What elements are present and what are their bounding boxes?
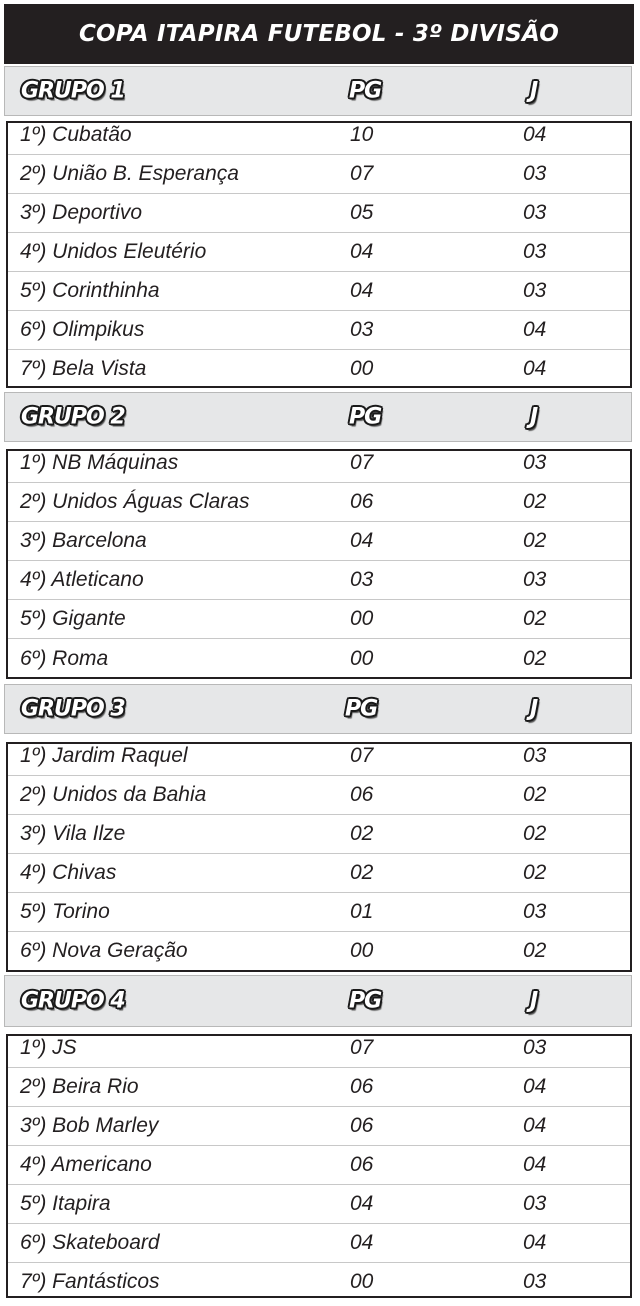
team-name: 6º) Skateboard bbox=[20, 1230, 160, 1254]
table-row bbox=[8, 599, 630, 639]
table-row bbox=[8, 232, 630, 272]
team-name: 2º) Beira Rio bbox=[20, 1074, 139, 1098]
team-name: 2º) Unidos da Bahia bbox=[20, 782, 207, 806]
group-4-header bbox=[4, 975, 632, 1027]
team-name: 4º) Unidos Eleutério bbox=[20, 239, 207, 263]
column-header-pg: PG bbox=[345, 696, 378, 722]
games-value: 04 bbox=[523, 317, 547, 341]
table-row bbox=[8, 639, 630, 678]
table-row bbox=[8, 814, 630, 854]
points-value: 06 bbox=[350, 1113, 374, 1137]
table-row bbox=[8, 349, 630, 388]
team-name: 5º) Torino bbox=[20, 899, 110, 923]
games-value: 03 bbox=[523, 200, 547, 224]
column-header-pg: PG bbox=[349, 404, 382, 430]
games-value: 02 bbox=[523, 528, 547, 552]
table-row bbox=[8, 1262, 630, 1301]
games-value: 02 bbox=[523, 646, 547, 670]
games-value: 03 bbox=[523, 161, 547, 185]
points-value: 04 bbox=[350, 239, 374, 263]
table-row bbox=[8, 1028, 630, 1068]
games-value: 03 bbox=[523, 1191, 547, 1215]
group-1-header bbox=[4, 66, 632, 116]
games-value: 03 bbox=[523, 743, 547, 767]
group-3-table bbox=[6, 742, 632, 972]
games-value: 02 bbox=[523, 821, 547, 845]
group-4-table bbox=[6, 1034, 632, 1298]
points-value: 04 bbox=[350, 1191, 374, 1215]
team-name: 6º) Olimpikus bbox=[20, 317, 145, 341]
points-value: 07 bbox=[350, 161, 374, 185]
points-value: 05 bbox=[350, 200, 374, 224]
group-2-table bbox=[6, 449, 632, 679]
points-value: 06 bbox=[350, 782, 374, 806]
team-name: 4º) Atleticano bbox=[20, 567, 144, 591]
team-name: 6º) Nova Geração bbox=[20, 938, 188, 962]
table-row bbox=[8, 892, 630, 932]
points-value: 03 bbox=[350, 317, 374, 341]
points-value: 00 bbox=[350, 938, 374, 962]
games-value: 03 bbox=[523, 567, 547, 591]
group-2-title: GRUPO 2 bbox=[21, 404, 125, 430]
table-row bbox=[8, 853, 630, 893]
team-name: 2º) União B. Esperança bbox=[20, 161, 239, 185]
table-row bbox=[8, 115, 630, 155]
games-value: 03 bbox=[523, 278, 547, 302]
points-value: 06 bbox=[350, 1074, 374, 1098]
group-1-table bbox=[6, 121, 632, 388]
table-row bbox=[8, 931, 630, 970]
points-value: 07 bbox=[350, 743, 374, 767]
page-title-bar bbox=[4, 4, 634, 64]
table-row bbox=[8, 271, 630, 311]
column-header-j: J bbox=[530, 696, 538, 722]
points-value: 07 bbox=[350, 450, 374, 474]
team-name: 1º) Jardim Raquel bbox=[20, 743, 188, 767]
games-value: 03 bbox=[523, 1035, 547, 1059]
games-value: 02 bbox=[523, 489, 547, 513]
points-value: 00 bbox=[350, 606, 374, 630]
points-value: 00 bbox=[350, 1269, 374, 1293]
table-row bbox=[8, 775, 630, 815]
points-value: 10 bbox=[350, 122, 374, 146]
games-value: 04 bbox=[523, 1230, 547, 1254]
team-name: 7º) Fantásticos bbox=[20, 1269, 160, 1293]
group-1-title: GRUPO 1 bbox=[21, 78, 125, 104]
page-title: COPA ITAPIRA FUTEBOL - 3º DIVISÃO bbox=[78, 21, 560, 47]
group-2-header bbox=[4, 392, 632, 442]
team-name: 3º) Deportivo bbox=[20, 200, 143, 224]
table-row bbox=[8, 1184, 630, 1224]
column-header-j: J bbox=[530, 988, 538, 1014]
team-name: 3º) Barcelona bbox=[20, 528, 147, 552]
group-3-title: GRUPO 3 bbox=[21, 696, 125, 722]
points-value: 06 bbox=[350, 489, 374, 513]
team-name: 5º) Corinthinha bbox=[20, 278, 160, 302]
games-value: 03 bbox=[523, 450, 547, 474]
team-name: 3º) Vila Ilze bbox=[20, 821, 126, 845]
games-value: 02 bbox=[523, 782, 547, 806]
games-value: 03 bbox=[523, 1269, 547, 1293]
points-value: 00 bbox=[350, 646, 374, 670]
column-header-pg: PG bbox=[349, 78, 382, 104]
points-value: 04 bbox=[350, 528, 374, 552]
table-row bbox=[8, 443, 630, 483]
team-name: 1º) NB Máquinas bbox=[20, 450, 179, 474]
games-value: 04 bbox=[523, 1074, 547, 1098]
team-name: 5º) Gigante bbox=[20, 606, 126, 630]
table-row bbox=[8, 1067, 630, 1107]
points-value: 01 bbox=[350, 899, 374, 923]
table-row bbox=[8, 482, 630, 522]
table-row bbox=[8, 1223, 630, 1263]
team-name: 4º) Chivas bbox=[20, 860, 117, 884]
games-value: 02 bbox=[523, 606, 547, 630]
points-value: 02 bbox=[350, 821, 374, 845]
table-row bbox=[8, 1106, 630, 1146]
games-value: 02 bbox=[523, 860, 547, 884]
team-name: 5º) Itapira bbox=[20, 1191, 111, 1215]
column-header-pg: PG bbox=[349, 988, 382, 1014]
table-row bbox=[8, 736, 630, 776]
column-header-j: J bbox=[530, 78, 538, 104]
points-value: 00 bbox=[350, 356, 374, 380]
games-value: 04 bbox=[523, 1152, 547, 1176]
points-value: 04 bbox=[350, 278, 374, 302]
team-name: 2º) Unidos Águas Claras bbox=[20, 489, 250, 513]
team-name: 1º) Cubatão bbox=[20, 122, 132, 146]
team-name: 1º) JS bbox=[20, 1035, 77, 1059]
table-row bbox=[8, 193, 630, 233]
table-row bbox=[8, 521, 630, 561]
points-value: 07 bbox=[350, 1035, 374, 1059]
games-value: 03 bbox=[523, 239, 547, 263]
table-row bbox=[8, 560, 630, 600]
team-name: 7º) Bela Vista bbox=[20, 356, 147, 380]
table-row bbox=[8, 310, 630, 350]
team-name: 3º) Bob Marley bbox=[20, 1113, 159, 1137]
games-value: 03 bbox=[523, 899, 547, 923]
column-header-j: J bbox=[530, 404, 538, 430]
games-value: 04 bbox=[523, 356, 547, 380]
points-value: 04 bbox=[350, 1230, 374, 1254]
group-3-header bbox=[4, 684, 632, 734]
points-value: 02 bbox=[350, 860, 374, 884]
points-value: 06 bbox=[350, 1152, 374, 1176]
table-row bbox=[8, 154, 630, 194]
team-name: 6º) Roma bbox=[20, 646, 109, 670]
games-value: 04 bbox=[523, 122, 547, 146]
points-value: 03 bbox=[350, 567, 374, 591]
table-row bbox=[8, 1145, 630, 1185]
games-value: 04 bbox=[523, 1113, 547, 1137]
games-value: 02 bbox=[523, 938, 547, 962]
group-4-title: GRUPO 4 bbox=[21, 988, 125, 1014]
team-name: 4º) Americano bbox=[20, 1152, 152, 1176]
